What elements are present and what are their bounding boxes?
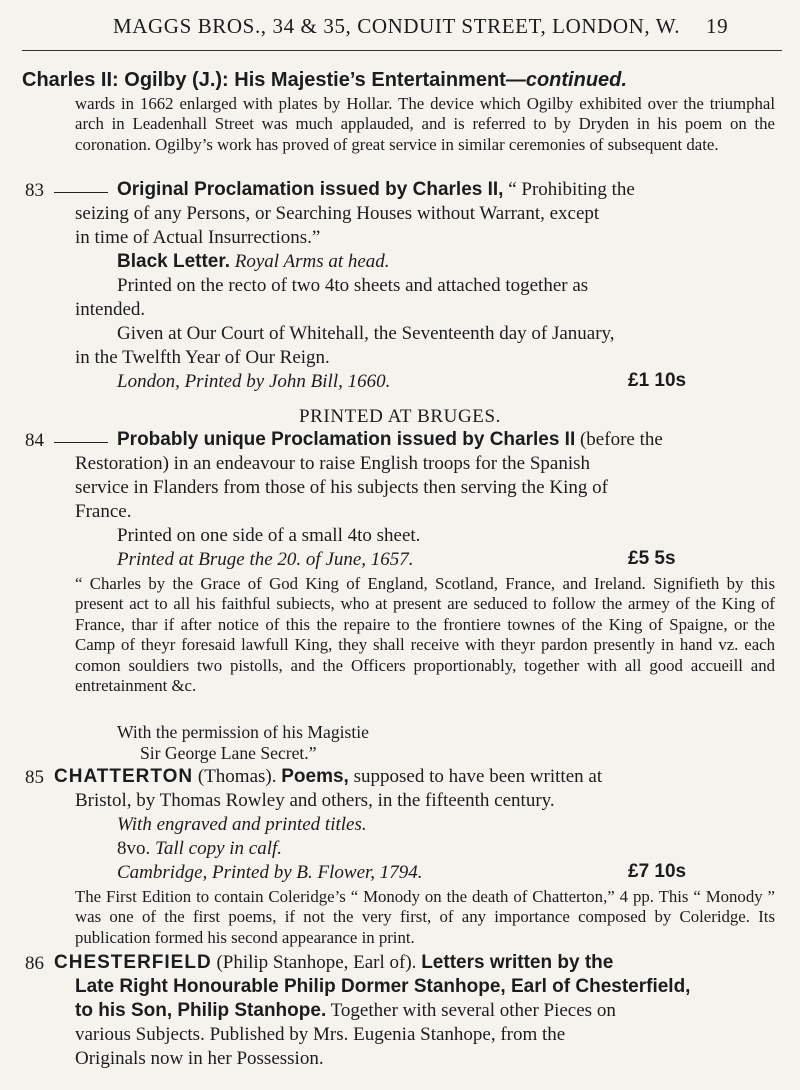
lot-84-dash bbox=[54, 442, 108, 443]
lot-84-quote: “ Charles by the Grace of God King of England, Scotland, France, and Ireland. Signifieth by this present act to all his faithful subiects, who at present are seduced to follow the armey of the King of France, thar if after notice of this the repaire to the frontiere townes of the King of Spaigne, or the Camp of theyr foresaid lawfull King, they shall receive with theyr pardon presently in hand vz. each comon souldiers two pistolls, and the Officers proportionably, together with all good accueill and entretainment &c. bbox=[75, 574, 775, 696]
lot-84-heading-bold: Probably unique Proclamation issued by Charles II bbox=[117, 429, 576, 450]
lot-83-number: 83 bbox=[25, 180, 44, 201]
lot-83-arms: Royal Arms at head. bbox=[234, 251, 390, 272]
lot-84-imprint: Printed at Bruge the 20. of June, 1657. bbox=[117, 549, 414, 570]
entry-heading bbox=[22, 68, 782, 92]
lot-86-line-4: Originals now in her Possession. bbox=[75, 1048, 324, 1069]
lot-85-imprint: Cambridge, Printed by B. Flower, 1794. bbox=[117, 862, 423, 883]
lot-83-given-2: in the Twelfth Year of Our Reign. bbox=[75, 347, 330, 368]
lot-85-line-1: Bristol, by Thomas Rowley and others, in the fifteenth century. bbox=[75, 790, 555, 811]
lot-84-line-1: Restoration) in an endeavour to raise English troops for the Spanish bbox=[75, 453, 591, 474]
lot-86-line-2-bold: to his Son, Philip Stanhope. bbox=[75, 1000, 327, 1021]
lot-83-line-2: in time of Actual Insurrections.” bbox=[75, 227, 321, 248]
lot-86-line-1: Late Right Honourable Philip Dormer Stanhope, Earl of Chesterfield, bbox=[75, 976, 691, 997]
lot-85-heading-title: Poems, bbox=[281, 766, 349, 787]
lot-85-heading-name: (Thomas). bbox=[197, 766, 277, 787]
lot-83-heading bbox=[117, 178, 635, 202]
lot-83-black-letter: Black Letter. bbox=[117, 251, 230, 272]
lot-83-heading-bold: Original Proclamation issued by Charles II, bbox=[117, 179, 504, 200]
lot-86-line-2-rest: Together with several other Pieces on bbox=[330, 1000, 616, 1021]
entry-heading-suffix: —continued. bbox=[505, 69, 627, 91]
header-rule bbox=[22, 50, 782, 51]
lot-83-printed-2: intended. bbox=[75, 299, 146, 320]
lot-86-heading-bold: CHESTERFIELD bbox=[54, 952, 212, 973]
lot-83-line-1: seizing of any Persons, or Searching Houses without Warrant, except bbox=[75, 203, 600, 224]
running-head-title: MAGGS BROS., 34 & 35, CONDUIT STREET, LONDON, W. bbox=[113, 14, 681, 38]
lot-85-engraved: With engraved and printed titles. bbox=[117, 814, 367, 835]
lot-84-heading-rest: (before the bbox=[579, 429, 663, 450]
lot-86-line-2 bbox=[75, 999, 616, 1023]
lot-84-quote-2: With the permission of his Magistie bbox=[117, 722, 369, 742]
lot-83-price: £1 10s bbox=[628, 370, 687, 391]
lot-85-heading-bold: CHATTERTON bbox=[54, 766, 194, 787]
lot-83-format bbox=[117, 250, 390, 274]
lot-83-given: Given at Our Court of Whitehall, the Seventeenth day of January, bbox=[117, 323, 615, 344]
running-head bbox=[0, 8, 800, 42]
lot-86-number: 86 bbox=[25, 953, 44, 974]
lot-85-number: 85 bbox=[25, 767, 44, 788]
lot-85-binding: Tall copy in calf. bbox=[155, 838, 283, 859]
lot-85-note: The First Edition to contain Coleridge’s “ Monody on the death of Chatterton,” 4 pp. This “ Monody ” was one of the first poems, if not the very first, of any importance composed by Coleridge. Its publication formed his second appearance in print. bbox=[75, 887, 775, 947]
section-heading-bruges: PRINTED AT BRUGES. bbox=[298, 406, 502, 427]
intro-note: wards in 1662 enlarged with plates by Hollar. The device which Ogilby exhibited over the triumphal arch in Leadenhall Street was much applauded, and is referred to by Dryden in his poem on the coronation. Ogilby’s work has proved of great service in similar ceremonies of subsequent date. bbox=[75, 94, 775, 154]
lot-84-number: 84 bbox=[25, 430, 44, 451]
lot-84-heading bbox=[117, 428, 663, 452]
lot-84-printed: Printed on one side of a small 4to sheet. bbox=[117, 525, 421, 546]
lot-85-format bbox=[117, 837, 282, 861]
lot-85-size: 8vo. bbox=[117, 838, 151, 859]
lot-86-heading-name: (Philip Stanhope, Earl of). bbox=[216, 952, 417, 973]
lot-85-heading-rest: supposed to have been written at bbox=[353, 766, 603, 787]
lot-85-price: £7 10s bbox=[628, 861, 687, 882]
lot-83-heading-rest: “ Prohibiting the bbox=[508, 179, 635, 200]
entry-heading-name: Charles II: Ogilby (J.): His Majestie’s Entertainment bbox=[22, 69, 506, 91]
lot-86-heading bbox=[54, 951, 613, 975]
lot-85-heading bbox=[54, 765, 602, 789]
lot-83-imprint: London, Printed by John Bill, 1660. bbox=[117, 371, 391, 392]
lot-84-price: £5 5s bbox=[628, 548, 676, 569]
lot-84-line-2: service in Flanders from those of his subjects then serving the King of bbox=[75, 477, 608, 498]
lot-84-quote-3: Sir George Lane Secret.” bbox=[140, 743, 317, 763]
page-number: 19 bbox=[706, 14, 729, 38]
lot-84-line-3: France. bbox=[75, 501, 132, 522]
lot-86-heading-title: Letters written by the bbox=[421, 952, 614, 973]
lot-83-printed: Printed on the recto of two 4to sheets and attached together as bbox=[117, 275, 589, 296]
lot-83-dash bbox=[54, 192, 108, 193]
lot-86-line-3: various Subjects. Published by Mrs. Eugenia Stanhope, from the bbox=[75, 1024, 566, 1045]
